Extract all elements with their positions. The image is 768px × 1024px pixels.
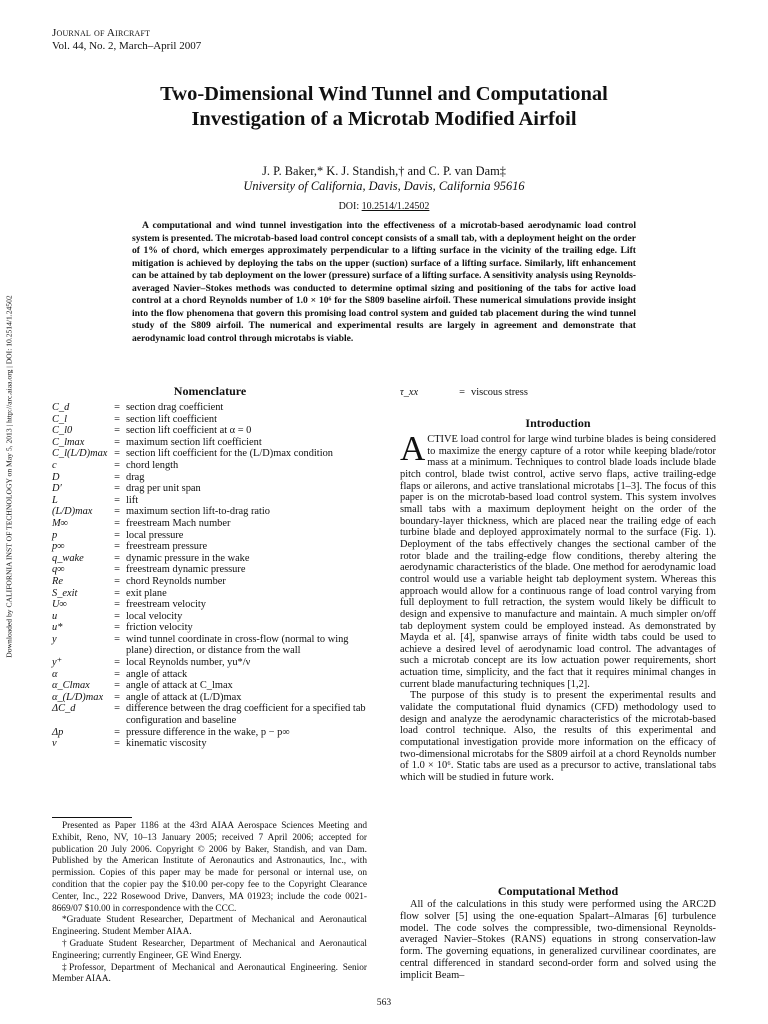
computational-method-body bbox=[400, 899, 716, 982]
footnote-author-1: *Graduate Student Researcher, Department of Mechanical and Aeronautical Engineering. Student Member AIAA. bbox=[52, 915, 367, 938]
nomenclature-symbol: ΔC_d bbox=[52, 703, 76, 715]
nomenclature-symbol: Δp bbox=[52, 726, 64, 738]
equals-sign: = bbox=[459, 387, 465, 398]
doi-label: DOI: bbox=[338, 201, 360, 212]
nomenclature-symbol: α_(L/D)max bbox=[52, 691, 104, 703]
footnote-rule bbox=[52, 817, 132, 818]
introduction-heading: Introduction bbox=[525, 416, 591, 430]
nomenclature-symbol: S_exit bbox=[52, 587, 78, 599]
nomenclature-symbol: C_l0 bbox=[52, 425, 73, 437]
nomenclature-row bbox=[52, 692, 370, 704]
nomenclature-row bbox=[52, 634, 370, 657]
nomenclature-row bbox=[52, 541, 370, 553]
title-line-1: Two-Dimensional Wind Tunnel and Computational bbox=[160, 83, 608, 105]
footnote-author-2: †Graduate Student Researcher, Department of Mechanical and Aeronautical Engineering; currently Engineer, GE Wind Energy. bbox=[52, 938, 367, 961]
nomenclature-definition: lift bbox=[126, 494, 139, 506]
intro-paragraph-1-text: CTIVE load control for large wind turbine blades is being considered to maximize the energy capture of a rotor while keeping blade/rotor mass at a minimum. Techniques to control blade loads include blade pitch control, blade twist control, active servo flaps, active trailing-edge flaps or ailerons, and active translational microtabs [1–3]. The focus of this paper is on the microtab-based load control system. This system involves small tabs with a maximum deployment height on the order of the boundary-layer thickness, which are placed near the trailing edge of each turbine blade and deployed approximately normal to the surface (Fig. 1). Deployment of the tabs effectively changes the sectional camber of the rotor blade and the trailing-edge flow conditions, thereby altering the aerodynamic characteristics of the blade. One method for aerodynamic load control would use a variable height tab deployment system. Whereas this approach would allow for a continuous range of load control varying from full deployment to full retraction, the system would likely be difficult to design and expensive to manufacture and maintain. A much simpler on/off tab deployment system could be employed instead. As demonstrated by Mayda et al. [4], spanwise arrays of finite width tabs could be used to achieve a desired level of aerodynamic load control. The advantages of such a microtab concept are its low actuation power requirements, short actuation time, simplicity, and the fact that it requires minimal changes in current blade manufacturing techniques [1,2]. bbox=[400, 434, 716, 690]
nomenclature-row bbox=[52, 402, 370, 414]
nomenclature-definition: friction velocity bbox=[126, 622, 193, 634]
doi-line bbox=[60, 201, 708, 212]
nomenclature-symbol: p bbox=[52, 529, 58, 541]
intro-paragraph-1 bbox=[400, 429, 716, 690]
nomenclature-definition: local pressure bbox=[126, 529, 184, 541]
nomenclature-definition: viscous stress bbox=[471, 387, 528, 398]
equals-sign: = bbox=[114, 703, 120, 715]
nomenclature-row bbox=[52, 588, 370, 600]
nomenclature-symbol: u* bbox=[52, 622, 63, 634]
footnotes bbox=[52, 817, 367, 986]
nomenclature-definition: chord length bbox=[126, 459, 179, 471]
nomenclature-definition: dynamic pressure in the wake bbox=[126, 552, 250, 564]
nomenclature-symbol: C_l bbox=[52, 413, 68, 425]
nomenclature-symbol: M∞ bbox=[52, 517, 69, 529]
nomenclature-definition: angle of attack bbox=[126, 668, 188, 680]
introduction-body bbox=[400, 429, 716, 784]
nomenclature-row bbox=[52, 727, 370, 739]
authors: J. P. Baker,* K. J. Standish,† and C. P. van Dam‡ bbox=[262, 164, 506, 178]
nomenclature-definition: section drag coefficient bbox=[126, 402, 224, 413]
page-number: 563 bbox=[376, 997, 392, 1008]
nomenclature-row bbox=[52, 518, 370, 530]
nomenclature-definition: maximum section lift-to-drag ratio bbox=[126, 506, 270, 518]
equals-sign: = bbox=[114, 425, 120, 437]
equals-sign: = bbox=[114, 726, 120, 738]
equals-sign: = bbox=[114, 413, 120, 425]
nomenclature-definition: wind tunnel coordinate in cross-flow (normal to wing plane) direction, or distance from the wall bbox=[126, 633, 349, 657]
nomenclature-symbol: Re bbox=[52, 575, 63, 587]
nomenclature-symbol: C_lmax bbox=[52, 436, 85, 448]
equals-sign: = bbox=[114, 517, 120, 529]
nomenclature-definition: maximum section lift coefficient bbox=[126, 436, 262, 448]
nomenclature-definition: freestream pressure bbox=[126, 541, 208, 553]
equals-sign: = bbox=[114, 610, 120, 622]
nomenclature-definition: section lift coefficient bbox=[126, 413, 217, 425]
nomenclature-symbol: U∞ bbox=[52, 599, 67, 611]
nomenclature-definition: chord Reynolds number bbox=[126, 575, 226, 587]
nomenclature-row bbox=[52, 472, 370, 484]
nomenclature-symbol: u bbox=[52, 610, 58, 622]
nomenclature-row bbox=[52, 460, 370, 472]
nomenclature-definition: section lift coefficient for the (L/D)max condition bbox=[126, 448, 333, 460]
equals-sign: = bbox=[114, 448, 120, 460]
nomenclature-symbol: C_d bbox=[52, 402, 70, 413]
equals-sign: = bbox=[114, 529, 120, 541]
nomenclature-row bbox=[52, 738, 370, 750]
nomenclature-definition: drag per unit span bbox=[126, 483, 201, 495]
nomenclature-symbol: c bbox=[52, 459, 57, 471]
nomenclature-definition: drag bbox=[126, 471, 145, 483]
equals-sign: = bbox=[114, 564, 120, 576]
equals-sign: = bbox=[114, 506, 120, 518]
nomenclature-symbol: D′ bbox=[52, 483, 62, 495]
nomenclature-symbol: y⁺ bbox=[52, 657, 63, 669]
comp-paragraph: All of the calculations in this study were performed using the ARC2D flow solver [5] using the one-equation Spalart–Almaras [6] turbulence model. The code solves the compressible, two-dimensional Reynolds-averaged Navier–Stokes (RANS) equations in strong conservation-law form. The governing equations, in generalized curvilinear coordinates, are central differenced in standard second-order form and solved using the implicit Beam– bbox=[400, 899, 716, 981]
nomenclature-row bbox=[52, 553, 370, 565]
nomenclature-row bbox=[52, 703, 370, 726]
nomenclature-symbol: p∞ bbox=[52, 541, 65, 553]
abstract: A computational and wind tunnel investigation into the effectiveness of a microtab-based aerodynamic load control system is presented. The microtab-based load control concept consists of a small tab, with a deployment height on the order of 1% of chord, which emerges approximately perpendicular to a lifting surface in the vicinity of the trailing edge. Lift mitigation is achieved by deploying the tabs on the upper (suction) surface of a lifting surface. Similarly, lift enhancement can be attained by tab deployment on the lower (pressure) surface of a lifting surface. A sensitivity analysis using Reynolds-averaged Navier–Stokes methods was conducted to determine optimal sizing and positioning of the tabs for active load control at a chord Reynolds number of 1.0 × 10⁶ for the S809 baseline airfoil. These numerical simulations provide insight into the flow phenomena that govern this promising load control system and guided tab placement during the wind tunnel study of the S809 airfoil. The numerical and experimental results are largely in agreement and demonstrate that aerodynamic load control through microtabs is viable. bbox=[132, 220, 636, 344]
journal-name: Journal of Aircraft bbox=[52, 27, 151, 39]
nomenclature-row bbox=[52, 680, 370, 692]
equals-sign: = bbox=[114, 402, 120, 413]
equals-sign: = bbox=[114, 552, 120, 564]
nomenclature-definition: kinematic viscosity bbox=[126, 738, 207, 750]
nomenclature-row bbox=[400, 387, 716, 399]
nomenclature-row bbox=[52, 495, 370, 507]
nomenclature-definition: angle of attack at C_lmax bbox=[126, 680, 233, 692]
nomenclature-symbol: τ_xx bbox=[400, 387, 419, 398]
equals-sign: = bbox=[114, 691, 120, 703]
equals-sign: = bbox=[114, 622, 120, 634]
equals-sign: = bbox=[114, 471, 120, 483]
equals-sign: = bbox=[114, 633, 120, 645]
doi-link[interactable]: 10.2514/1.24502 bbox=[361, 201, 430, 212]
computational-method-heading: Computational Method bbox=[497, 884, 619, 898]
nomenclature-row bbox=[52, 611, 370, 623]
drop-cap: A bbox=[400, 429, 426, 468]
equals-sign: = bbox=[114, 680, 120, 692]
equals-sign: = bbox=[114, 657, 120, 669]
equals-sign: = bbox=[114, 483, 120, 495]
nomenclature-definition: section lift coefficient at α = 0 bbox=[126, 425, 252, 437]
nomenclature-definition: freestream dynamic pressure bbox=[126, 564, 246, 576]
nomenclature-row bbox=[52, 483, 370, 495]
nomenclature-row bbox=[52, 669, 370, 681]
nomenclature-row bbox=[52, 530, 370, 542]
nomenclature-row bbox=[52, 657, 370, 669]
nomenclature-definition: exit plane bbox=[126, 587, 167, 599]
title-line-2: Investigation of a Microtab Modified Airfoil bbox=[191, 108, 577, 130]
footnote-author-3: ‡Professor, Department of Mechanical and Aeronautical Engineering. Senior Member AIAA. bbox=[52, 962, 367, 985]
nomenclature-symbol: α_Clmax bbox=[52, 680, 90, 692]
nomenclature-symbol: L bbox=[52, 494, 58, 506]
paper-title bbox=[60, 82, 708, 132]
nomenclature-symbol: (L/D)max bbox=[52, 506, 93, 518]
nomenclature-symbol: α bbox=[52, 668, 58, 680]
nomenclature-row bbox=[52, 506, 370, 518]
journal-header bbox=[52, 27, 201, 53]
equals-sign: = bbox=[114, 494, 120, 506]
download-note: Downloaded by CALIFORNIA INST OF TECHNOLOGY on May 5, 2013 | http://arc.aiaa.org | DOI: 10.2514/1.24502 bbox=[4, 295, 14, 658]
nomenclature-row bbox=[52, 576, 370, 588]
equals-sign: = bbox=[114, 575, 120, 587]
nomenclature-row bbox=[52, 599, 370, 611]
nomenclature-row bbox=[52, 448, 370, 460]
equals-sign: = bbox=[114, 459, 120, 471]
equals-sign: = bbox=[114, 587, 120, 599]
footnote-presented: Presented as Paper 1186 at the 43rd AIAA Aerospace Sciences Meeting and Exhibit, Reno, NV, 10–13 January 2005; received 7 April 2006; accepted for publication 20 July 2006. Copyright © 2006 by Baker, Standish, and van Dam. Published by the American Institute of Aeronautics and Astronautics, Inc., with permission. Copies of this paper may be made for personal or internal use, on condition that the copier pay the $10.00 per-copy fee to the Copyright Clearance Center, Inc., 222 Rosewood Drive, Danvers, MA 01923; include the code 0021-8669/07 $10.00 in correspondence with the CCC. bbox=[52, 821, 367, 914]
nomenclature-symbol: q∞ bbox=[52, 564, 65, 576]
nomenclature-definition: local Reynolds number, yu*/ν bbox=[126, 657, 251, 669]
nomenclature-symbol: ν bbox=[52, 738, 57, 750]
download-watermark bbox=[2, 200, 16, 760]
nomenclature-definition: pressure difference in the wake, p − p∞ bbox=[126, 726, 290, 738]
equals-sign: = bbox=[114, 668, 120, 680]
nomenclature-heading: Nomenclature bbox=[173, 384, 247, 398]
nomenclature-row bbox=[52, 414, 370, 426]
nomenclature-continued bbox=[400, 387, 716, 399]
nomenclature-row bbox=[52, 622, 370, 634]
intro-paragraph-2: The purpose of this study is to present the experimental results and validate the computational fluid dynamics (CFD) methodology used to design and analyze the aerodynamic characteristics of the microtab-based load control technique. Also, the results of this experimental and computational investigation provide more information on the efficacy of two-dimensional microtabs for the S809 airfoil at a chord Reynolds number of 1.0 × 10⁶. Static tabs are used as a precursor to active, translational tabs which will be studied in future work. bbox=[400, 690, 716, 784]
nomenclature-row bbox=[52, 564, 370, 576]
nomenclature-definition: local velocity bbox=[126, 610, 183, 622]
nomenclature-row bbox=[52, 425, 370, 437]
nomenclature-definition: freestream velocity bbox=[126, 599, 206, 611]
equals-sign: = bbox=[114, 738, 120, 750]
nomenclature-symbol: C_l(L/D)max bbox=[52, 448, 108, 460]
nomenclature-definition: angle of attack at (L/D)max bbox=[126, 691, 242, 703]
nomenclature-list bbox=[52, 402, 370, 750]
nomenclature-definition: freestream Mach number bbox=[126, 517, 231, 529]
journal-volume: Vol. 44, No. 2, March–April 2007 bbox=[52, 40, 202, 52]
nomenclature-symbol: q_wake bbox=[52, 552, 84, 564]
affiliation: University of California, Davis, Davis, California 95616 bbox=[243, 179, 525, 193]
nomenclature-symbol: y bbox=[52, 633, 57, 645]
nomenclature-definition: difference between the drag coefficient for a specified tab configuration and baseline bbox=[126, 703, 366, 727]
nomenclature-symbol: D bbox=[52, 471, 60, 483]
equals-sign: = bbox=[114, 436, 120, 448]
nomenclature-row bbox=[52, 437, 370, 449]
equals-sign: = bbox=[114, 599, 120, 611]
equals-sign: = bbox=[114, 541, 120, 553]
